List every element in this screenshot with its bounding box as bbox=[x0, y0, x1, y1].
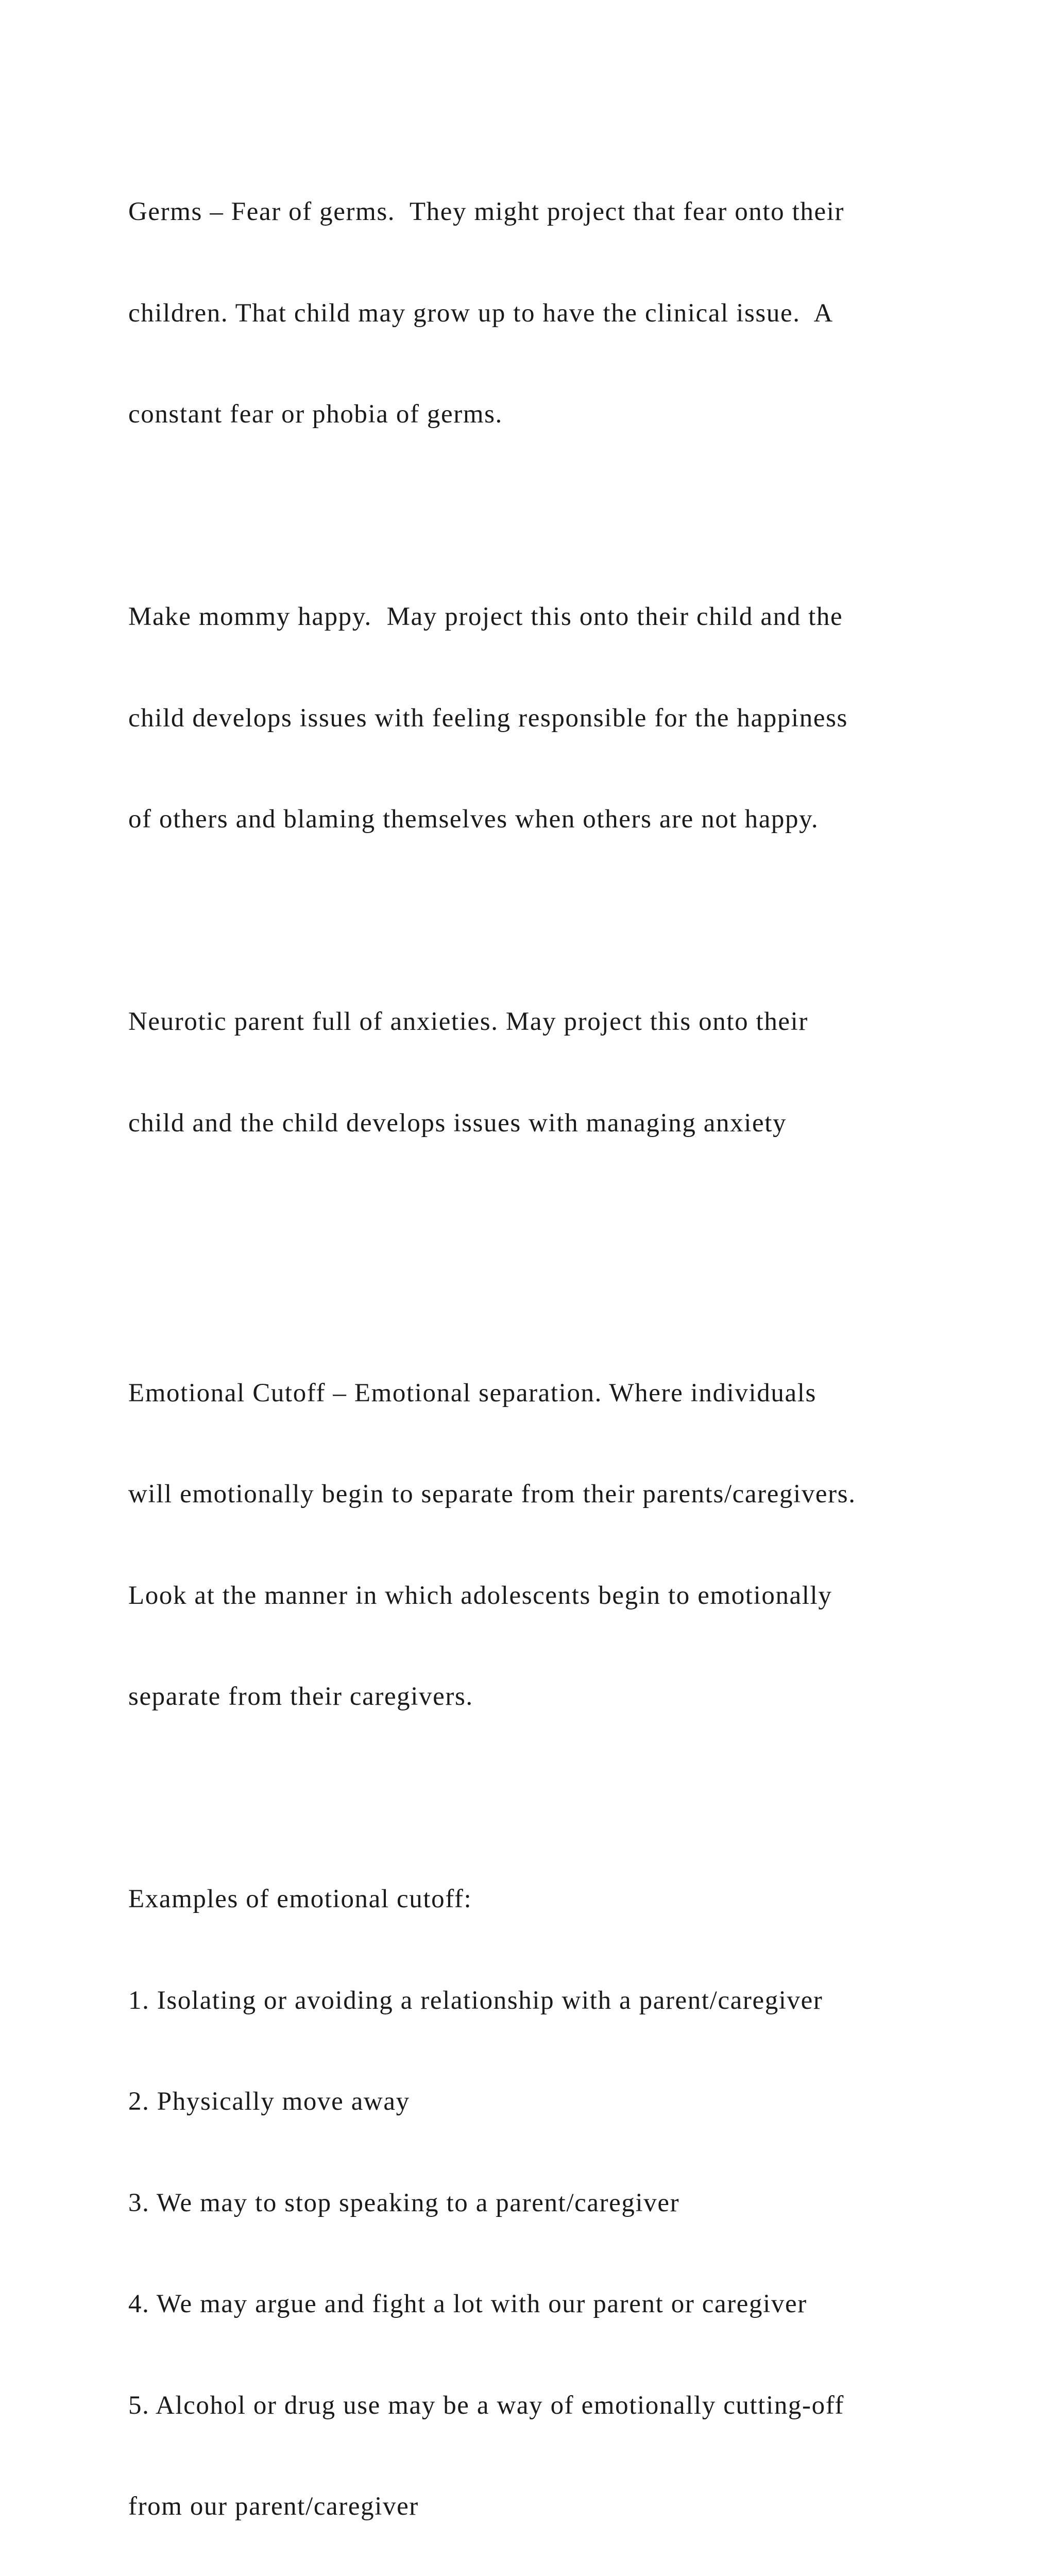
paragraph-germs-line-1: Germs – Fear of germs. They might project that fear onto their bbox=[128, 197, 845, 226]
paragraph-germs-line-2: children. That child may grow up to have the clinical issue. A bbox=[128, 298, 833, 328]
paragraph-spacer bbox=[128, 499, 1004, 533]
paragraph-cutoff-line-4: separate from their caregivers. bbox=[128, 1682, 473, 1711]
examples-heading: Examples of emotional cutoff: bbox=[128, 1885, 472, 1913]
document-body bbox=[128, 128, 1004, 2576]
examples-list-item-1: 1. Isolating or avoiding a relationship with a parent/caregiver bbox=[128, 1986, 823, 2015]
examples-list-item-2: 2. Physically move away bbox=[128, 2087, 410, 2116]
paragraph-cutoff-line-3: Look at the manner in which adolescents begin to emotionally bbox=[128, 1581, 832, 1610]
section-spacer bbox=[128, 1208, 1004, 1309]
paragraph-mommy-line-1: Make mommy happy. May project this onto their child and the bbox=[128, 602, 843, 631]
paragraph-germs-line-3: constant fear or phobia of germs. bbox=[128, 400, 503, 429]
examples-list-item-4: 4. We may argue and fight a lot with our parent or caregiver bbox=[128, 2290, 807, 2318]
paragraph-neurotic-line-1: Neurotic parent full of anxieties. May project this onto their bbox=[128, 1007, 809, 1036]
examples-list-item-3: 3. We may to stop speaking to a parent/caregiver bbox=[128, 2188, 680, 2217]
paragraph-cutoff-line-2: will emotionally begin to separate from their parents/caregivers. bbox=[128, 1480, 856, 1509]
examples-list-item-5: 5. Alcohol or drug use may be a way of emotionally cutting-off bbox=[128, 2391, 844, 2420]
examples-list-item-5-continued: from our parent/caregiver bbox=[128, 2492, 419, 2521]
paragraph-spacer bbox=[128, 1782, 1004, 1816]
paragraph-mommy-line-2: child develops issues with feeling responsible for the happiness bbox=[128, 703, 848, 733]
paragraph-neurotic-line-2: child and the child develops issues with managing anxiety bbox=[128, 1108, 787, 1138]
paragraph-spacer bbox=[128, 904, 1004, 938]
paragraph-cutoff-line-1: Emotional Cutoff – Emotional separation. Where individuals bbox=[128, 1378, 816, 1408]
paragraph-mommy-line-3: of others and blaming themselves when others are not happy. bbox=[128, 805, 819, 834]
